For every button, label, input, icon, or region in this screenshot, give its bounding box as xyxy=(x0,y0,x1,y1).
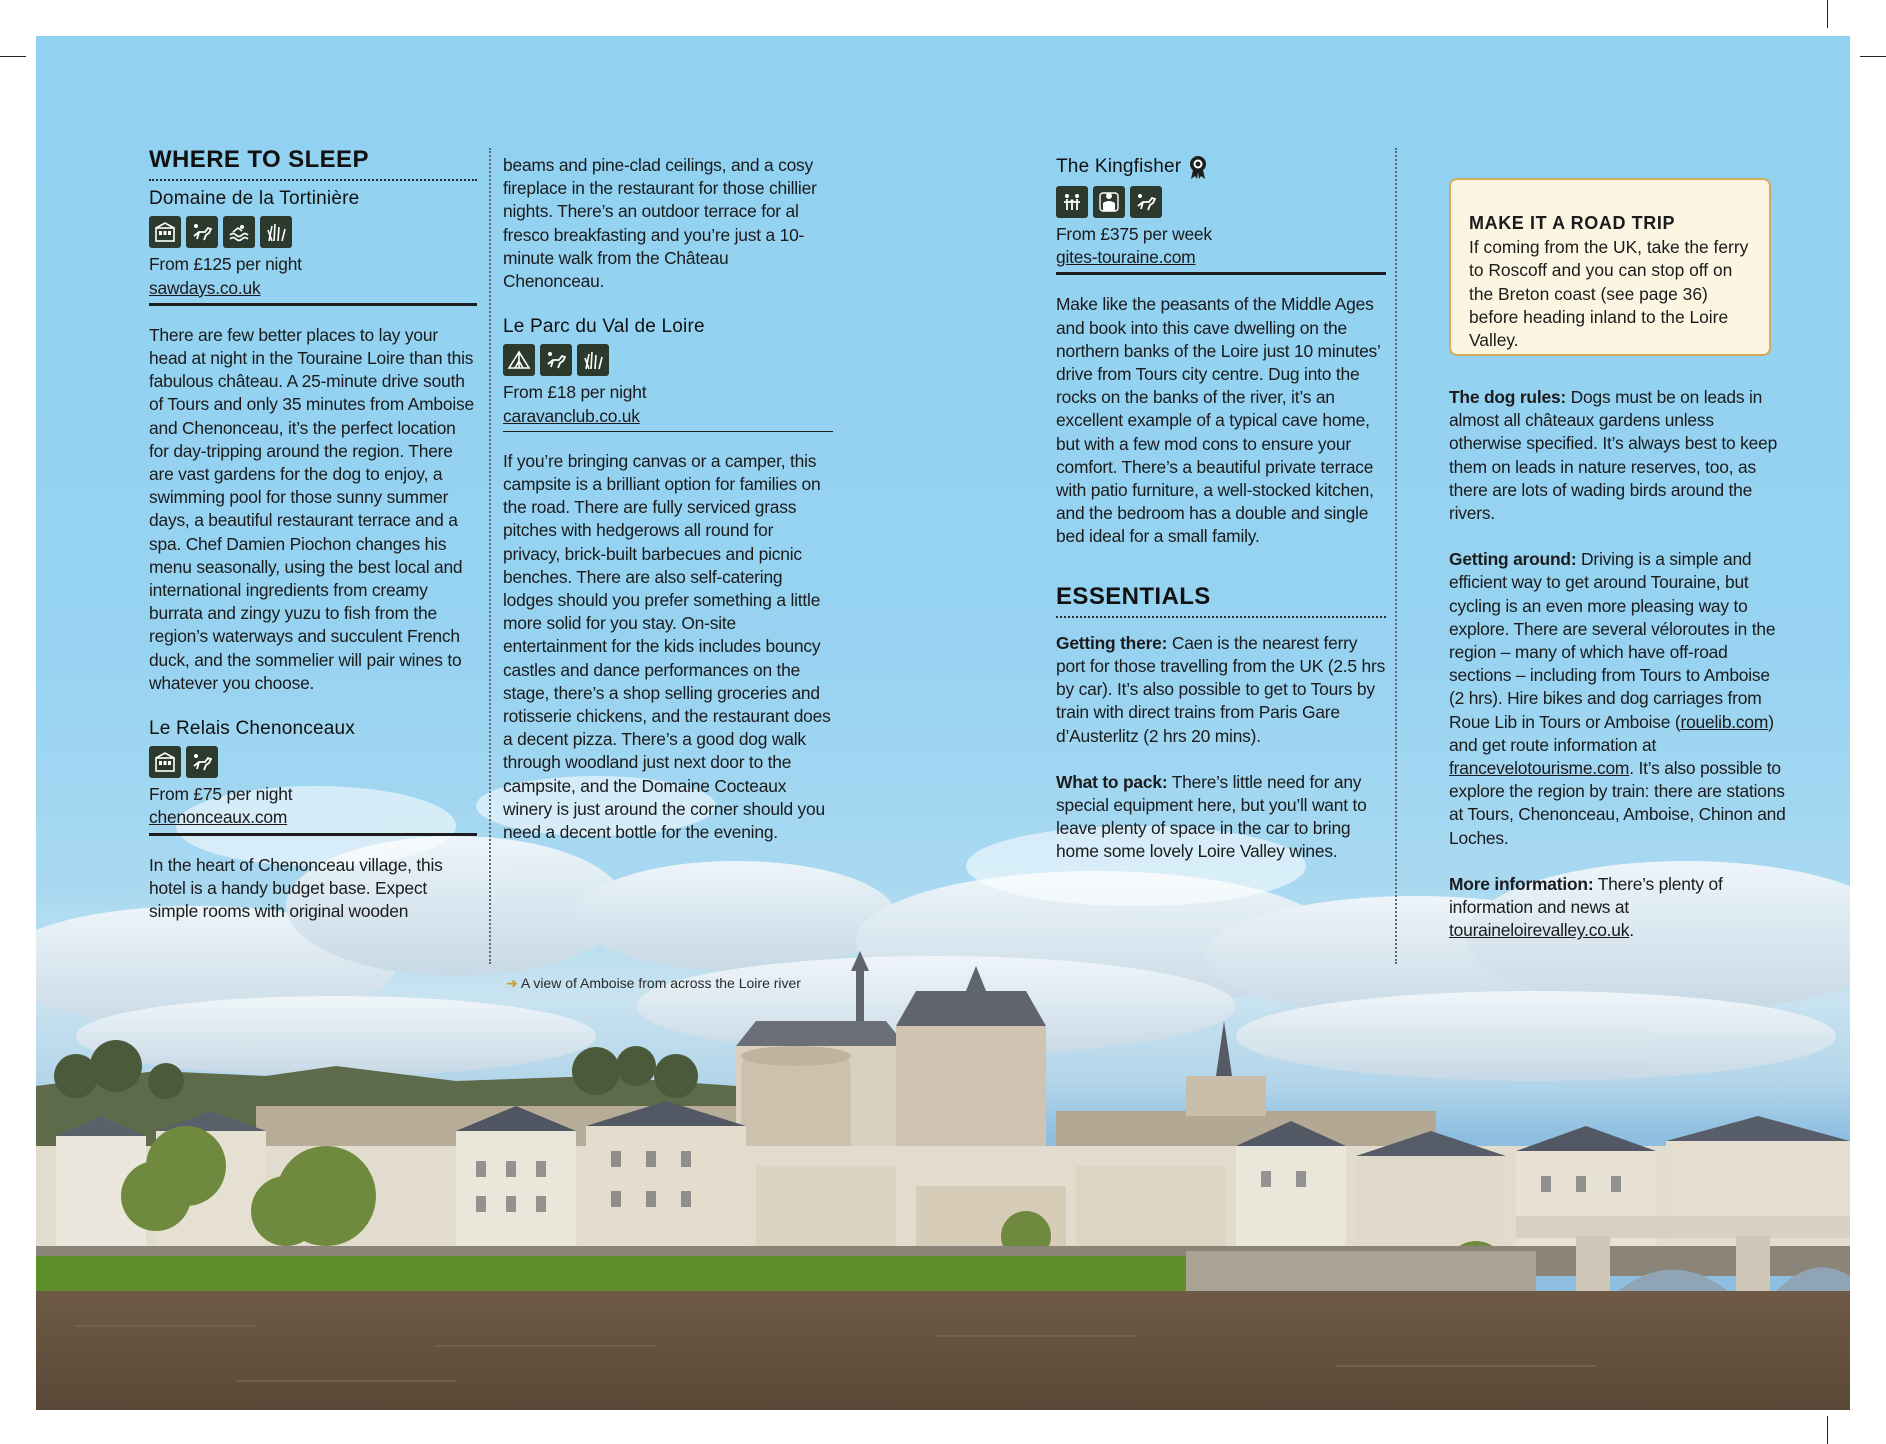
text: There’s little need for any special equipment here, but you’ll want to leave plenty of space in the car to bring home some lovely Loire Valley wines. xyxy=(1056,771,1367,862)
dog-icon xyxy=(186,746,218,778)
crop-mark xyxy=(1860,56,1886,57)
person-icon xyxy=(1093,186,1125,218)
price: From £125 per night xyxy=(149,254,302,275)
magazine-spread xyxy=(36,36,1850,1410)
kingfisher-title: The Kingfisher xyxy=(1056,156,1182,178)
website-row xyxy=(149,806,477,835)
text: There’s plenty of information and news at xyxy=(1449,873,1723,918)
road-trip-box xyxy=(1449,178,1771,356)
crop-mark xyxy=(1827,0,1828,28)
pool-icon xyxy=(223,216,255,248)
body-text: beams and pine-clad ceilings, and a cosy fireplace in the restaurant for those chillier nights. There’s an outdoor terrace for al fresco breakfasting and you’re just a 10-minute walk from the Château Chenonceau. xyxy=(503,155,817,292)
body-text: In the heart of Chenonceau village, this hotel is a handy budget base. Expect simple rooms with original wooden xyxy=(149,854,443,922)
price: From £375 per week xyxy=(1056,224,1212,244)
amenity-icons xyxy=(149,746,477,778)
website-row xyxy=(503,405,833,432)
body-text: Make like the peasants of the Middle Ages and book into this cave dwelling on the northern banks of the Loire just 10 minutes’ drive from Tours city centre. Dug into the rocks on the banks of the river, it’s an excellent example of a typical cave home, but with a few mod cons to ensure your comfort. There’s a beautiful private terrace with patio furniture, a well-stocked kitchen, and the bedroom has a double and single bed ideal for a small family. xyxy=(1056,294,1381,547)
rouelib-link[interactable]: rouelib.com xyxy=(1680,711,1769,732)
label: Getting there: xyxy=(1056,632,1168,653)
amenity-icons xyxy=(1056,186,1386,218)
place-name-relais: Le Relais Chenonceaux xyxy=(149,718,355,740)
section-heading-where-to-sleep: WHERE TO SLEEP xyxy=(149,148,477,181)
photo-caption xyxy=(506,975,801,992)
chateau-icon xyxy=(149,216,181,248)
amenity-icons xyxy=(503,344,833,376)
award-rosette-icon xyxy=(1187,154,1209,180)
dog-icon xyxy=(540,344,572,376)
website-link[interactable]: gites-touraine.com xyxy=(1056,247,1196,268)
label: What to pack: xyxy=(1056,771,1168,792)
body-text: There are few better places to lay your head at night in the Touraine Loire than this fabulous château. A 25-minute drive south of Tours and only 35 minutes from Amboise and Chenonceau, it’s the perfect location for day-tripping around the region. There are vast gardens for the dog to enjoy, a swimming pool for those sunny summer days, a beautiful restaurant terrace and a spa. Chef Damien Piochon changes his menu seasonally, using the best local and international ingredients from creamy burrata and zingy yuzu to fish from the region’s waterways and succulent French duck, and the sommelier will pair wines to whatever you choose. xyxy=(149,324,474,693)
dog-icon xyxy=(1130,186,1162,218)
getting-around-paragraph xyxy=(1449,548,1789,850)
price: From £75 per night xyxy=(149,784,293,805)
website-row xyxy=(1056,246,1386,275)
column-divider xyxy=(489,148,491,964)
place-name-tortiniere: Domaine de la Tortinière xyxy=(149,188,360,210)
tent-icon xyxy=(503,344,535,376)
chateau-icon xyxy=(149,746,181,778)
place-name-parc: Le Parc du Val de Loire xyxy=(503,316,705,338)
touraine-link[interactable]: touraineloirevalley.co.uk xyxy=(1449,920,1630,941)
dog-rules-paragraph xyxy=(1449,386,1789,525)
column-3 xyxy=(1056,154,1386,864)
family-icon xyxy=(1056,186,1088,218)
road-trip-text: If coming from the UK, take the ferry to Roscoff and you can stop off on the Breton coast (see page 36) before heading inland to the Loire Valley. xyxy=(1469,237,1749,351)
place-name-kingfisher xyxy=(1056,154,1386,180)
column-4 xyxy=(1449,386,1789,942)
label: More information: xyxy=(1449,873,1594,894)
arrow-down-icon: ➜︎ xyxy=(506,975,518,991)
column-2 xyxy=(503,154,833,844)
getting-there-paragraph xyxy=(1056,632,1386,748)
francevelo-link[interactable]: francevelotourisme.com xyxy=(1449,758,1630,779)
column-divider xyxy=(1395,148,1397,964)
text: Driving is a simple and efficient way to get around Touraine, but cycling is an even more pleasing way to explore. There are several véloroutes in the region – many of which have off-road sections – including from Tours to Amboise (2 hrs). Hire bikes and dog carriages from Roue Lib in Tours or Amboise ( xyxy=(1449,549,1776,732)
text: ) and get route information at xyxy=(1449,711,1774,755)
price: From £18 per night xyxy=(503,382,647,403)
website-row xyxy=(149,277,477,306)
crop-mark xyxy=(1827,1416,1828,1444)
text: . xyxy=(1629,920,1634,941)
website-link[interactable]: caravanclub.co.uk xyxy=(503,405,640,426)
website-link[interactable]: sawdays.co.uk xyxy=(149,277,261,298)
website-link[interactable]: chenonceaux.com xyxy=(149,807,288,828)
label: Getting around: xyxy=(1449,549,1577,570)
dog-icon xyxy=(186,216,218,248)
section-heading-essentials: ESSENTIALS xyxy=(1056,585,1386,618)
amenity-icons xyxy=(149,216,477,248)
grass-icon xyxy=(577,344,609,376)
body-text: If you’re bringing canvas or a camper, this campsite is a brilliant option for families on the road. There are fully serviced grass pitches with hedgerows all round for privacy, brick-built barbecues and picnic benches. There are also self-catering lodges should you prefer something a little more solid for you stay. On-site entertainment for the kids includes bouncy castles and dance performances on the stage, there’s a shop selling groceries and rotisserie chickens, and the restaurant does a decent pizza. There’s a good dog walk through woodland just next door to the campsite, and the Domaine Cocteaux winery is just around the corner should you need a decent bottle for the evening. xyxy=(503,450,831,843)
what-to-pack-paragraph xyxy=(1056,771,1386,864)
grass-icon xyxy=(260,216,292,248)
caption-text: A view of Amboise from across the Loire river xyxy=(520,975,801,991)
column-1 xyxy=(149,148,477,923)
text: Dogs must be on leads in almost all châteaux gardens unless otherwise specified. It’s always best to keep them on leads in nature reserves, too, as there are lots of wading birds around the rivers. xyxy=(1449,387,1778,524)
more-information-paragraph xyxy=(1449,873,1789,943)
text: Caen is the nearest ferry port for those travelling from the UK (2.5 hrs by car). It’s also possible to get to Tours by train with direct trains from Paris Gare d’Austerlitz (2 hrs 20 mins). xyxy=(1056,632,1386,746)
road-trip-title: MAKE IT A ROAD TRIP xyxy=(1469,213,1676,233)
text: . It’s also possible to explore the region by train: there are stations at Tours, Chenonceau, Amboise, Chinon and Loches. xyxy=(1449,758,1786,848)
label: The dog rules: xyxy=(1449,387,1567,407)
crop-mark xyxy=(0,56,26,57)
